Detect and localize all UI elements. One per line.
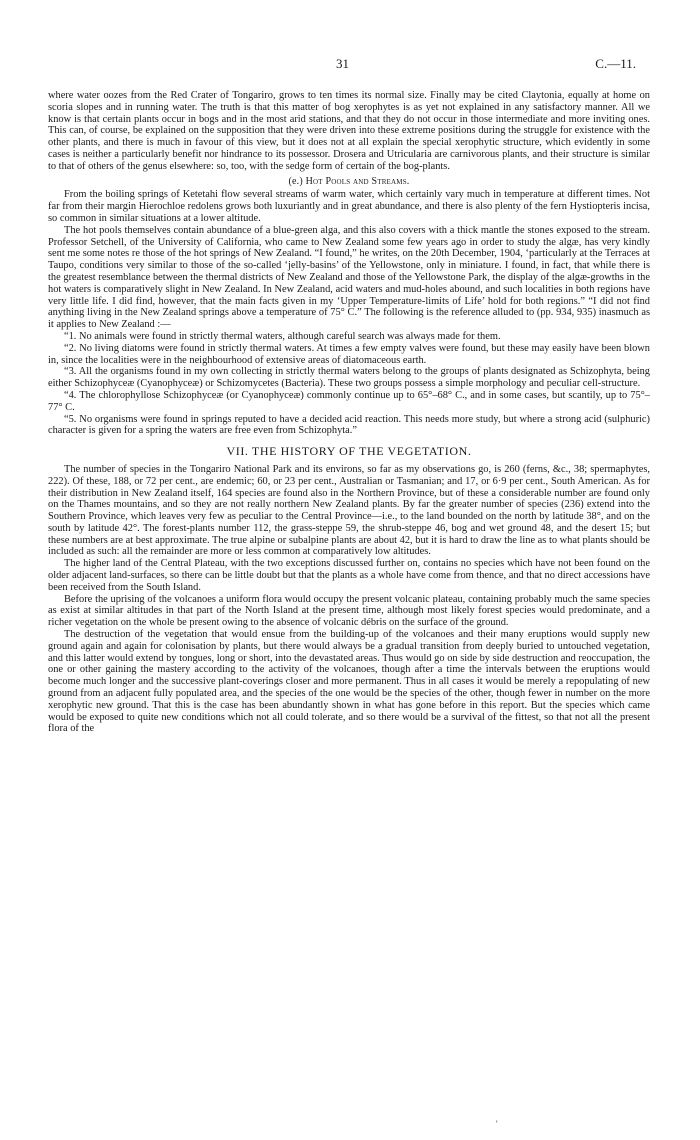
hot-pools-paragraph: The hot pools themselves contain abundance of a blue-green alga, and this also covers with a thick mantle the stones exposed to the stream. Professor Setchell, of the University of California, who came to New Zealand some few years ago in order to study the algæ, has very kindly sent me some notes re those of the hot springs of New Zealand. “I found,” he writes, on the 20th December, 1904, ‘particularly at the Terraces at Taupo, conditions very similar to those of the so-called ‘jelly-basins’ of the Yellowstone, only in miniature. I found, in fact, that while there is the greatest resemblance between the thermal districts of New Zealand and those of the Yellowstone Park, the display of the algæ-growths in the hot waters is comparatively slight in New Zealand. In New Zealand, acid waters and mud-holes abound, and such localities in both regions have very little life. I did find, however, that the main facts given in my ‘Upper Temperature-limits of Life’ hold for both regions.” “I did not find anything living in the New Zealand springs above a temperature of 75° C.” The following is the reference alluded to (pp. 934, 935) inasmuch as it applies to New Zealand :—: [48, 224, 650, 331]
hot-pools-heading: [48, 176, 650, 188]
hot-pools-list-item: “3. All the organisms found in my own collecting in strictly thermal waters belong to the groups of plants designated as Schizophyta, being either Schizophyceæ (Cyanophyceæ) or Schizomycetes (Bacteria). These two groups possess a simple morphology and peculiar cell-structure.: [48, 366, 650, 390]
page-header: [0, 56, 700, 74]
history-paragraph: The number of species in the Tongariro National Park and its environs, so far as my observations go, is 260 (ferns, &c., 38; spermaphytes, 222). Of these, 188, or 72 per cent., are endemic; 60, or 23 per cent., Australian or Tasmanian; and 17, or 6·9 per cent., South American. As for their distribution in New Zealand itself, 164 species are found also in the Northern Province, but of these a considerable number are found only on the Thames mountains, and so they are not really northern New Zealand plants. By far the greater number of species (236) extend into the Southern Province, which leaves very few as peculiar to the Central Province—i.e., to the land bounded on the north by latitude 38°, and on the south by latitude 42°. The forest-plants number 112, the grass-steppe 59, the shrub-steppe 46, bog and wet ground 48, and the desert 15; but these numbers are at best approximate. The true alpine or subalpine plants are about 42, but it is hard to draw the line as to what plants should be included as such: all the remainder are more or less common at comparatively low altitudes.: [48, 463, 650, 558]
page-code: C.—11.: [595, 56, 636, 71]
hot-pools-heading-title: Hot Pools and Streams.: [305, 175, 410, 187]
footer-mark: ': [496, 1119, 498, 1129]
hot-pools-paragraph: From the boiling springs of Ketetahi flow several streams of warm water, which certainly vary much in temperature at different times. Not far from their margin Hierochloe redolens grows both luxuriantly and in great abundance, and there is also plenty of the fern Hystiopteris incisa, so common in similar situations at a lower altitude.: [48, 189, 650, 224]
history-paragraph: The higher land of the Central Plateau, with the two exceptions discussed further on, contains no species which have not been found on the older adjacent land-surfaces, so there can be little doubt but that the plants as a whole have come from thence, and that no direct accessions have been received from the South Island.: [48, 558, 650, 593]
history-paragraph: The destruction of the vegetation that would ensue from the building-up of the volcanoes and their many eruptions would supply new ground again and again for colonisation by plants, but there would always be a gradual transition from deeply buried to untouched vegetation, and this latter would extend by tongues, long or short, into the devastated areas. Thus would go on side by side destruction and reoccupation, the one or other gaining the mastery according to the activity of the volcanoes, though after a time the intervals between the eruptions would become much longer and the successive plant-coverings closer and more permanent. Thus in all cases it would be merely a repopulating of new ground from an adjacent fully populated area, and the species of the one would be the species of the other, though fewer in number on the more xerophytic new ground. That this is the case has been abundantly shown in what has gone before in this report. But the species which came would be exposed to quite new conditions which not all could tolerate, and so there would be a survival of the fittest, so that not all the present flora of the: [48, 629, 650, 735]
history-paragraph: Before the uprising of the volcanoes a uniform flora would occupy the present volcanic plateau, containing probably much the same species as exist at similar altitudes in that part of the North Island at the present time, although most likely forest species would predominate, and a richer vegetation on the whole be present owing to the absence of volcanic débris on the surface of the ground.: [48, 593, 650, 629]
hot-pools-list-item: “5. No organisms were found in springs reputed to have a decided acid reaction. This needs more study, but where a strong acid (sulphuric) character is given for a spring the waters are free even from Schizophyta.”: [48, 413, 650, 437]
body-text: [48, 90, 650, 735]
hot-pools-list-item: “4. The chlorophyllose Schizophyceæ (or Cyanophyceæ) commonly continue up to 65°–68° C., and in some cases, but scantily, up to 75°–77° C.: [48, 389, 650, 413]
hot-pools-list-item: “1. No animals were found in strictly thermal waters, although careful search was always made for them.: [64, 330, 501, 342]
page-number: 31: [336, 56, 349, 71]
intro-paragraph: where water oozes from the Red Crater of Tongariro, grows to ten times its normal size. Finally may be cited Claytonia, equally at home on scoria slopes and in running water. The truth is that this matter of bog xerophytes is as yet not explained in any satisfactory manner. All we know is that certain plants occur in bogs and in the most arid stations, and that they do not occur in those intermediate and more inviting ones. This can, of course, be explained on the supposition that they were driven into these extreme positions during the struggle for existence with the other plants, and there is much in favour of this view, but it does not at all explain the special xerophytic structure, which evidently in some cases is neither a particularly benefit nor hindrance to its possessor. Drosera and Utricularia are carnivorous plants, and their structure is similar to that of others of the genus elsewhere: so, too, with the sedge form of certain of the bog-plants.: [48, 90, 650, 172]
history-section-heading: VII. THE HISTORY OF THE VEGETATION.: [226, 444, 472, 459]
hot-pools-list-item: “2. No living diatoms were found in strictly thermal waters. At times a few empty valves were found, but these may easily have been blown in, since the localities were in the neighbourhood of extensive areas of diatomaceous earth.: [48, 342, 650, 366]
hot-pools-heading-prefix: (e.): [288, 175, 306, 187]
